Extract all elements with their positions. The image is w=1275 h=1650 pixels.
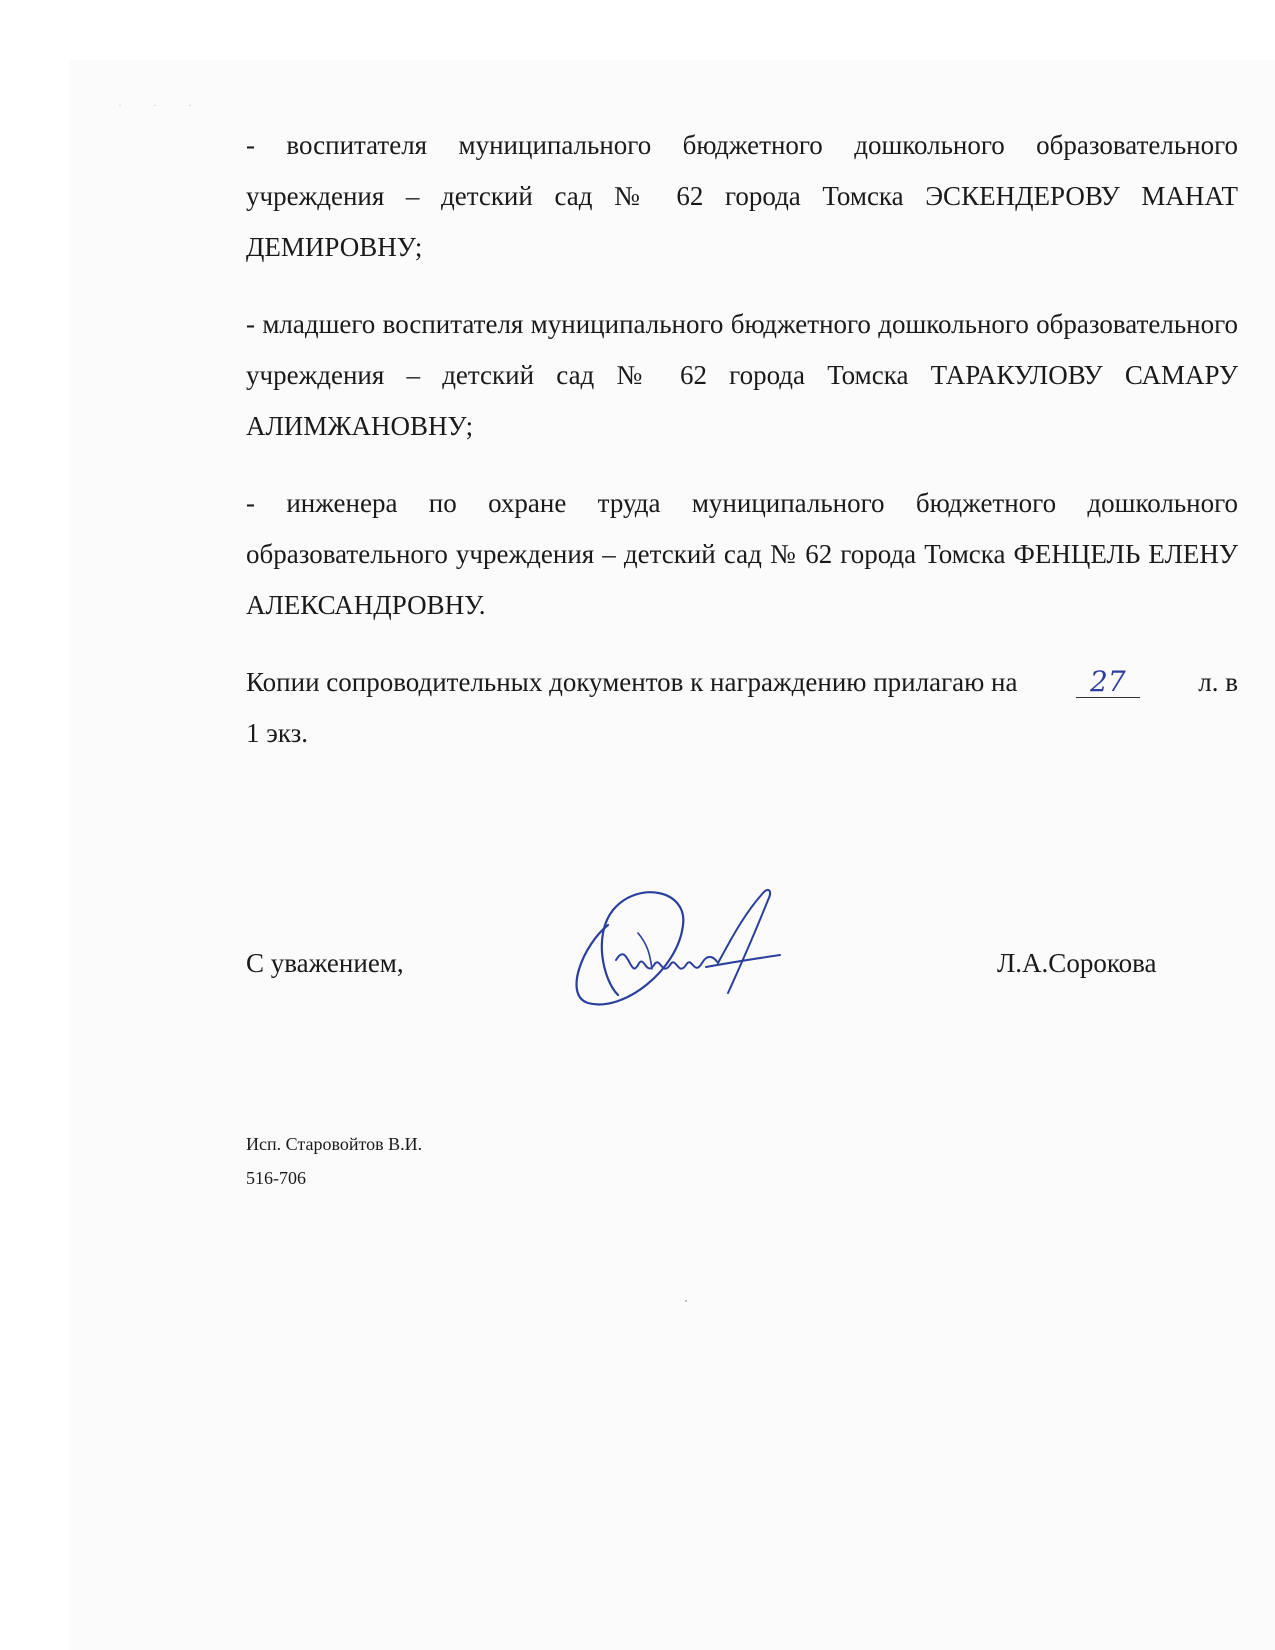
executor-phone: 516-706 [246, 1168, 306, 1188]
attachment-line [246, 657, 1238, 708]
paragraph-fentsel: - инженера по охране труда муниципального бюджетного дошкольного образовательного учреждения – детский сад № 62 города Томска ФЕНЦЕЛЬ ЕЛЕНУ АЛЕКСАНДРОВНУ. [246, 488, 1238, 620]
closing-salutation: С уважением, [246, 948, 404, 978]
attachment-copies: 1 экз. [246, 718, 309, 748]
paragraph-tarakulova: - младшего воспитателя муниципального бюджетного дошкольного образовательного учреждения – детский сад № 62 города Томска ТАРАКУЛОВУ САМАРУ АЛИМЖАНОВНУ; [246, 309, 1238, 441]
signature-image [568, 885, 818, 1025]
scan-dot [685, 1300, 687, 1302]
signer-name: Л.А.Сорокова [997, 948, 1157, 978]
executor-block [246, 1127, 422, 1195]
scan-marks: · · · [118, 98, 206, 112]
letter-body [246, 120, 1238, 759]
paragraph-eskenderova: - воспитателя муниципального бюджетного дошкольного образовательного учреждения – детский сад № 62 города Томска ЭСКЕНДЕРОВУ МАНАТ ДЕМИРОВНУ; [246, 130, 1238, 262]
attachment-prefix: Копии сопроводительных документов к награждению прилагаю на [246, 667, 1018, 697]
attachment-suffix: л. в [1198, 667, 1238, 697]
executor-name: Исп. Старовойтов В.И. [246, 1134, 423, 1154]
handwritten-page-count: 27 [1076, 667, 1140, 698]
